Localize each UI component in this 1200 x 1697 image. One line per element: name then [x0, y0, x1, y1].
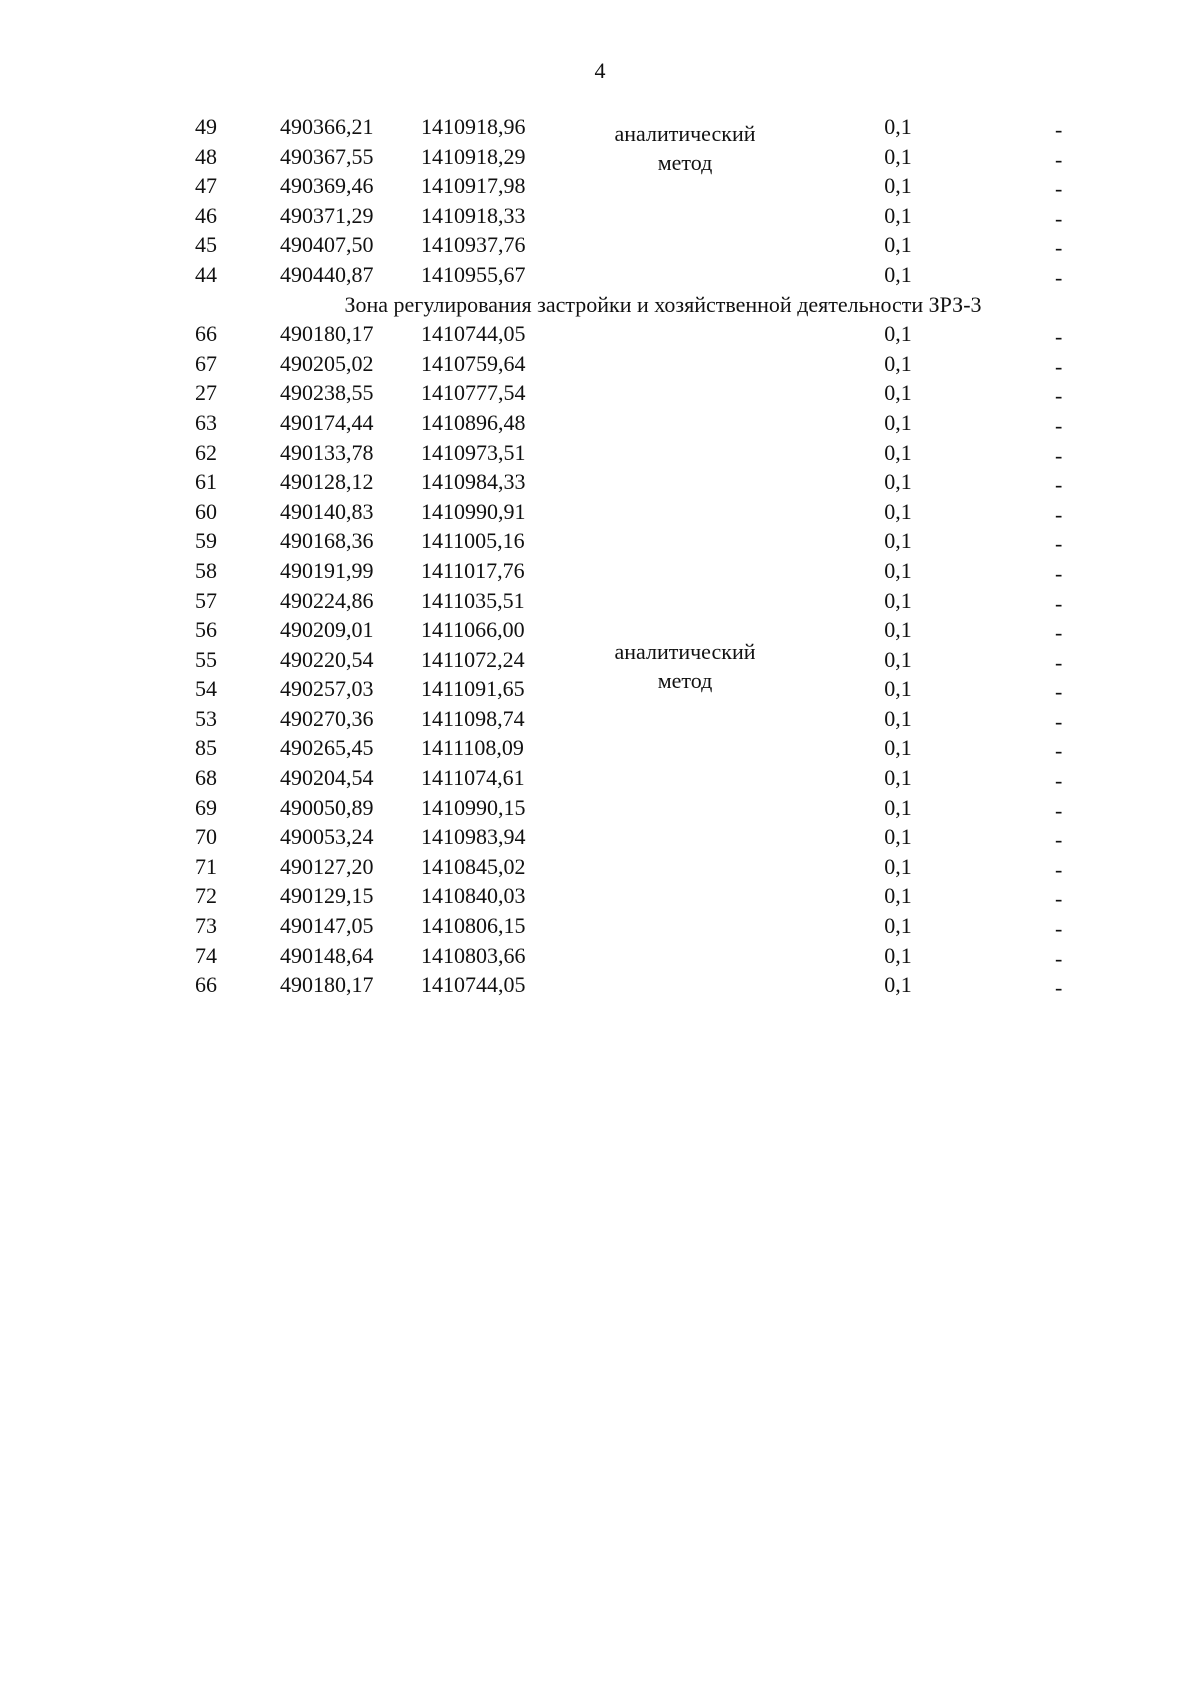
accuracy-value: 0,1	[884, 350, 912, 376]
note-value: -	[1055, 383, 1063, 409]
coordinate-x: 490257,03	[280, 676, 374, 702]
note-value: -	[1055, 442, 1063, 468]
table-row	[0, 852, 1200, 882]
table-row	[0, 201, 1200, 231]
accuracy-value: 0,1	[884, 321, 912, 347]
point-number: 72	[195, 883, 217, 909]
coordinate-x: 490129,15	[280, 883, 374, 909]
note-value: -	[1055, 945, 1063, 971]
accuracy-value: 0,1	[884, 883, 912, 909]
accuracy-value: 0,1	[884, 913, 912, 939]
coordinate-y: 1411072,24	[421, 646, 525, 672]
method-line: метод	[657, 149, 713, 175]
section-row	[0, 290, 1200, 320]
note-value: -	[1055, 324, 1063, 350]
coordinate-y: 1411035,51	[421, 587, 525, 613]
accuracy-value: 0,1	[884, 143, 912, 169]
note-value: -	[1055, 235, 1063, 261]
note-value: -	[1055, 649, 1063, 675]
accuracy-value: 0,1	[884, 942, 912, 968]
point-number: 45	[195, 232, 217, 258]
table-row	[0, 526, 1200, 556]
point-number: 73	[195, 913, 217, 939]
point-number: 55	[195, 646, 217, 672]
point-number: 27	[195, 380, 217, 406]
coordinate-x: 490127,20	[280, 853, 374, 879]
note-value: -	[1055, 590, 1063, 616]
note-value: -	[1055, 856, 1063, 882]
coordinate-y: 1410990,15	[421, 794, 526, 820]
note-value: -	[1055, 205, 1063, 231]
coordinate-y: 1410955,67	[421, 261, 526, 287]
accuracy-value: 0,1	[884, 676, 912, 702]
coordinate-x: 490407,50	[280, 232, 374, 258]
accuracy-value: 0,1	[884, 232, 912, 258]
method-line: аналитический	[614, 638, 756, 664]
accuracy-value: 0,1	[884, 557, 912, 583]
coordinate-x: 490140,83	[280, 498, 374, 524]
table-row	[0, 467, 1200, 497]
note-value: -	[1055, 531, 1063, 557]
table-row	[0, 230, 1200, 260]
note-value: -	[1055, 353, 1063, 379]
note-value: -	[1055, 560, 1063, 586]
coordinate-y: 1410984,33	[421, 469, 526, 495]
coordinate-x: 490367,55	[280, 143, 374, 169]
accuracy-value: 0,1	[884, 528, 912, 554]
coordinate-x: 490224,86	[280, 587, 374, 613]
table-row	[0, 260, 1200, 290]
coordinate-y: 1411091,65	[421, 676, 525, 702]
table-row	[0, 704, 1200, 734]
coordinate-y: 1411098,74	[421, 705, 525, 731]
coordinate-x: 490371,29	[280, 202, 374, 228]
note-value: -	[1055, 146, 1063, 172]
coordinate-y: 1410917,98	[421, 173, 526, 199]
table-row	[0, 319, 1200, 349]
note-value: -	[1055, 679, 1063, 705]
point-number: 74	[195, 942, 217, 968]
accuracy-value: 0,1	[884, 824, 912, 850]
note-value: -	[1055, 975, 1063, 1001]
coordinate-x: 490180,17	[280, 972, 374, 998]
coordinate-x: 490050,89	[280, 794, 374, 820]
point-number: 57	[195, 587, 217, 613]
note-value: -	[1055, 768, 1063, 794]
point-number: 60	[195, 498, 217, 524]
coordinate-y: 1411074,61	[421, 765, 525, 791]
coordinate-x: 490174,44	[280, 409, 374, 435]
point-number: 67	[195, 350, 217, 376]
coordinate-x: 490053,24	[280, 824, 374, 850]
method-label-group2	[585, 637, 785, 695]
note-value: -	[1055, 412, 1063, 438]
table-row	[0, 497, 1200, 527]
accuracy-value: 0,1	[884, 765, 912, 791]
coordinate-x: 490440,87	[280, 261, 374, 287]
coordinate-y: 1410845,02	[421, 853, 526, 879]
accuracy-value: 0,1	[884, 972, 912, 998]
coordinate-x: 490133,78	[280, 439, 374, 465]
note-value: -	[1055, 886, 1063, 912]
note-value: -	[1055, 708, 1063, 734]
note-value: -	[1055, 916, 1063, 942]
table-row	[0, 349, 1200, 379]
note-value: -	[1055, 472, 1063, 498]
table-row	[0, 438, 1200, 468]
table-row	[0, 556, 1200, 586]
table-row	[0, 822, 1200, 852]
table-row	[0, 378, 1200, 408]
method-line: аналитический	[614, 120, 756, 146]
coordinate-x: 490191,99	[280, 557, 374, 583]
point-number: 63	[195, 409, 217, 435]
method-label-group1	[585, 119, 785, 177]
coordinate-y: 1411005,16	[421, 528, 525, 554]
coordinate-y: 1410918,29	[421, 143, 526, 169]
table-row	[0, 763, 1200, 793]
coordinate-y: 1410744,05	[421, 972, 526, 998]
coordinate-y: 1411108,09	[421, 735, 524, 761]
coordinate-y: 1410990,91	[421, 498, 526, 524]
accuracy-value: 0,1	[884, 469, 912, 495]
coordinate-x: 490270,36	[280, 705, 374, 731]
coordinate-x: 490209,01	[280, 617, 374, 643]
point-number: 59	[195, 528, 217, 554]
accuracy-value: 0,1	[884, 617, 912, 643]
note-value: -	[1055, 620, 1063, 646]
coordinate-x: 490128,12	[280, 469, 374, 495]
point-number: 70	[195, 824, 217, 850]
method-line: метод	[657, 667, 713, 693]
point-number: 47	[195, 173, 217, 199]
point-number: 58	[195, 557, 217, 583]
accuracy-value: 0,1	[884, 439, 912, 465]
coordinate-y: 1411066,00	[421, 617, 525, 643]
coordinate-y: 1410806,15	[421, 913, 526, 939]
table-row	[0, 911, 1200, 941]
accuracy-value: 0,1	[884, 705, 912, 731]
point-number: 69	[195, 794, 217, 820]
note-value: -	[1055, 117, 1063, 142]
table-row	[0, 586, 1200, 616]
coordinate-y: 1410918,96	[421, 114, 526, 139]
point-number: 53	[195, 705, 217, 731]
coordinate-y: 1410918,33	[421, 202, 526, 228]
accuracy-value: 0,1	[884, 853, 912, 879]
coordinate-y: 1410896,48	[421, 409, 526, 435]
table-row	[0, 970, 1200, 1000]
accuracy-value: 0,1	[884, 380, 912, 406]
coordinate-y: 1410983,94	[421, 824, 526, 850]
accuracy-value: 0,1	[884, 646, 912, 672]
coordinate-x: 490204,54	[280, 765, 374, 791]
coordinate-x: 490148,64	[280, 942, 374, 968]
accuracy-value: 0,1	[884, 587, 912, 613]
note-value: -	[1055, 797, 1063, 823]
point-number: 56	[195, 617, 217, 643]
coordinate-y: 1410744,05	[421, 321, 526, 347]
note-value: -	[1055, 738, 1063, 764]
accuracy-value: 0,1	[884, 794, 912, 820]
coordinate-y: 1410759,64	[421, 350, 526, 376]
coordinate-x: 490220,54	[280, 646, 374, 672]
table-row	[0, 793, 1200, 823]
coordinate-x: 490205,02	[280, 350, 374, 376]
coordinate-y: 1410937,76	[421, 232, 526, 258]
coordinate-x: 490366,21	[280, 114, 374, 139]
note-value: -	[1055, 264, 1063, 290]
accuracy-value: 0,1	[884, 202, 912, 228]
point-number: 54	[195, 676, 217, 702]
table-row	[0, 881, 1200, 911]
note-value: -	[1055, 501, 1063, 527]
coordinates-table	[0, 112, 1200, 1000]
point-number: 62	[195, 439, 217, 465]
coordinate-y: 1410777,54	[421, 380, 526, 406]
accuracy-value: 0,1	[884, 735, 912, 761]
point-number: 66	[195, 321, 217, 347]
note-value: -	[1055, 827, 1063, 853]
page-number: 4	[594, 58, 606, 83]
point-number: 48	[195, 143, 217, 169]
accuracy-value: 0,1	[884, 114, 912, 139]
point-number: 61	[195, 469, 217, 495]
coordinate-x: 490147,05	[280, 913, 374, 939]
table-row	[0, 733, 1200, 763]
section-title: Зона регулирования застройки и хозяйственной деятельности ЗРЗ-3	[344, 291, 982, 317]
coordinate-y: 1410973,51	[421, 439, 526, 465]
coordinate-x: 490238,55	[280, 380, 374, 406]
coordinate-x: 490369,46	[280, 173, 374, 199]
point-number: 44	[195, 261, 217, 287]
coordinate-x: 490180,17	[280, 321, 374, 347]
point-number: 85	[195, 735, 217, 761]
accuracy-value: 0,1	[884, 261, 912, 287]
point-number: 49	[195, 114, 217, 139]
coordinate-x: 490168,36	[280, 528, 374, 554]
point-number: 46	[195, 202, 217, 228]
point-number: 71	[195, 853, 217, 879]
coordinate-x: 490265,45	[280, 735, 374, 761]
accuracy-value: 0,1	[884, 173, 912, 199]
coordinate-y: 1411017,76	[421, 557, 525, 583]
coordinate-y: 1410840,03	[421, 883, 526, 909]
coordinate-y: 1410803,66	[421, 942, 526, 968]
accuracy-value: 0,1	[884, 409, 912, 435]
accuracy-value: 0,1	[884, 498, 912, 524]
note-value: -	[1055, 176, 1063, 202]
point-number: 68	[195, 765, 217, 791]
table-row	[0, 408, 1200, 438]
table-row	[0, 941, 1200, 971]
point-number: 66	[195, 972, 217, 998]
